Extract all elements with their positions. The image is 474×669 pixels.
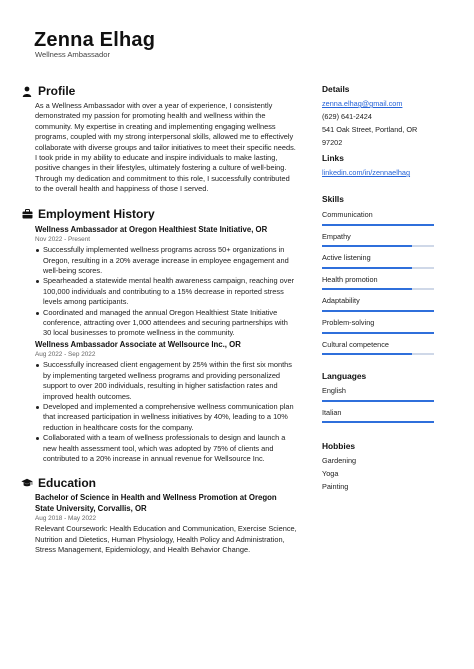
skill-level-bar (322, 245, 434, 247)
skills-list (322, 207, 436, 358)
employment-title: Employment History (38, 206, 155, 221)
languages-list (322, 383, 436, 426)
skill-level-fill (322, 288, 412, 290)
job-bullet: Developed and implemented a comprehensive wellness communication plan that increased participation in wellness initiatives by 40%, leading to a 10% reduction in healthcare costs for the company. (35, 402, 297, 433)
skill-label: Cultural competence (322, 339, 389, 349)
skill-label: Active listening (322, 253, 371, 263)
language-label: English (322, 386, 346, 395)
skill-item (322, 229, 436, 251)
skills-section (322, 194, 436, 358)
profile-title: Profile (38, 84, 76, 98)
skill-level-bar (322, 310, 434, 312)
hobbies-list (322, 454, 436, 493)
coursework: Relevant Coursework: Health Education and Communication, Exercise Science, Nutrition and Dietetics, Human Physiology, Health Policy and Administration, Stress Management, Epidemiology, and Health Behavior Change. (35, 524, 297, 555)
language-level-fill (322, 421, 434, 423)
links-title: Links (322, 153, 344, 163)
skill-level-fill (322, 267, 412, 269)
education-title: Education (38, 476, 97, 491)
languages-section (322, 371, 436, 426)
job-bullets (35, 245, 297, 339)
briefcase-icon (21, 208, 33, 220)
job-date: Nov 2022 - Present (35, 236, 91, 244)
job-entry (21, 340, 297, 465)
employment-section (21, 207, 297, 465)
skill-item (322, 315, 436, 337)
job-bullet: Coordinated and managed the annual Oregon Healthiest State Initiative conference, attracting over 1,000 attendees and securing partnerships with 30 local businesses to promote wellness in the community. (35, 308, 297, 339)
skill-item (322, 207, 436, 229)
skills-title: Skills (322, 194, 344, 204)
hobby-item: Gardening (322, 456, 357, 465)
person-icon (21, 85, 33, 97)
address: 541 Oak Street, Portland, OR 97202 (322, 125, 418, 147)
profile-summary: As a Wellness Ambassador with over a year of experience, I consistently demonstrated my passion for promoting health and wellness within the community. My expertise in creating and implementing engaging wellness programs, coupled with my strong interpersonal skills, allowed me to effectively collaborate with diverse groups and tailor initiatives to meet their specific needs. I took pride in my ability to educate and inspire individuals to make lasting, positive changes in their lifestyles, ultimately fostering a culture of well-being. Through my dedication and commitment to this role, I successfully contributed to the overall health and happiness of those I served. (35, 101, 296, 194)
hobby-item: Yoga (322, 469, 339, 478)
job-date: Aug 2022 - Sep 2022 (35, 351, 96, 359)
language-level-bar (322, 421, 434, 423)
skill-level-bar (322, 288, 434, 290)
skill-item (322, 293, 436, 315)
job-bullet: Spearheaded a statewide mental health awareness campaign, reaching over 100,000 individuals and contributing to a 15% decrease in reported stress levels among participants. (35, 276, 297, 307)
skill-item (322, 272, 436, 294)
skill-level-fill (322, 353, 412, 355)
job-bullet: Successfully implemented wellness programs across 50+ organizations in Oregon, resulting in a 20% average increase in employee engagement and well-being scores. (35, 245, 297, 276)
language-item (322, 405, 436, 427)
skill-level-bar (322, 267, 434, 269)
language-label: Italian (322, 407, 342, 417)
degree-date: Aug 2018 - May 2022 (35, 515, 97, 523)
language-level-bar (322, 400, 434, 402)
details-title: Details (322, 84, 350, 94)
job-entry (21, 225, 297, 339)
linkedin-link[interactable]: linkedin.com/in/zennaelhag (322, 168, 411, 177)
education-heading (21, 476, 297, 490)
skill-label: Problem-solving (322, 317, 375, 327)
employment-heading (21, 207, 297, 221)
skill-level-fill (322, 310, 434, 312)
hobbies-title: Hobbies (322, 441, 356, 451)
job-title: Wellness Ambassador at Oregon Healthiest State Initiative, OR (35, 224, 268, 234)
skill-label: Health promotion (322, 274, 378, 284)
skill-level-bar (322, 353, 434, 355)
email-link[interactable]: zenna.elhag@gmail.com (322, 99, 403, 108)
details-section (322, 84, 436, 149)
job-bullet: Collaborated with a team of wellness professionals to design and launch a new health assessment tool, which was adopted by 75% of clients and contributed to a 20% increase in annual revenue for Wellsource Inc. (35, 433, 297, 464)
language-item (322, 383, 436, 405)
skill-level-fill (322, 245, 412, 247)
phone-number: (629) 641-2424 (322, 112, 372, 121)
job-title: Wellness Ambassador Associate at Wellsource Inc., OR (35, 339, 241, 349)
profile-heading (21, 84, 297, 98)
skill-level-fill (322, 224, 434, 226)
skill-label: Empathy (322, 231, 351, 241)
main-column (21, 84, 297, 556)
language-level-fill (322, 400, 434, 402)
links-section (322, 153, 436, 179)
skill-item (322, 337, 436, 359)
candidate-role: Wellness Ambassador (35, 50, 110, 59)
hobbies-section (322, 441, 436, 493)
skill-label: Adaptability (322, 296, 360, 306)
skill-level-bar (322, 332, 434, 334)
candidate-name: Zenna Elhag (34, 29, 156, 51)
job-bullet: Successfully increased client engagement by 25% within the first six months by implementing targeted wellness programs and providing personalized support to over 200 individuals, resulting in higher satisfaction rates and improved health outcomes. (35, 360, 297, 402)
graduation-cap-icon (21, 477, 33, 489)
hobby-item: Painting (322, 482, 349, 491)
skill-item (322, 250, 436, 272)
languages-title: Languages (322, 371, 367, 381)
skill-label: Communication (322, 210, 373, 219)
degree-title: Bachelor of Science in Health and Wellness Promotion at Oregon State University, Corvallis, OR (35, 493, 277, 513)
education-section (21, 476, 297, 555)
skill-level-bar (322, 224, 434, 226)
job-bullets (35, 360, 297, 464)
skill-level-fill (322, 332, 434, 334)
profile-section (21, 84, 297, 195)
